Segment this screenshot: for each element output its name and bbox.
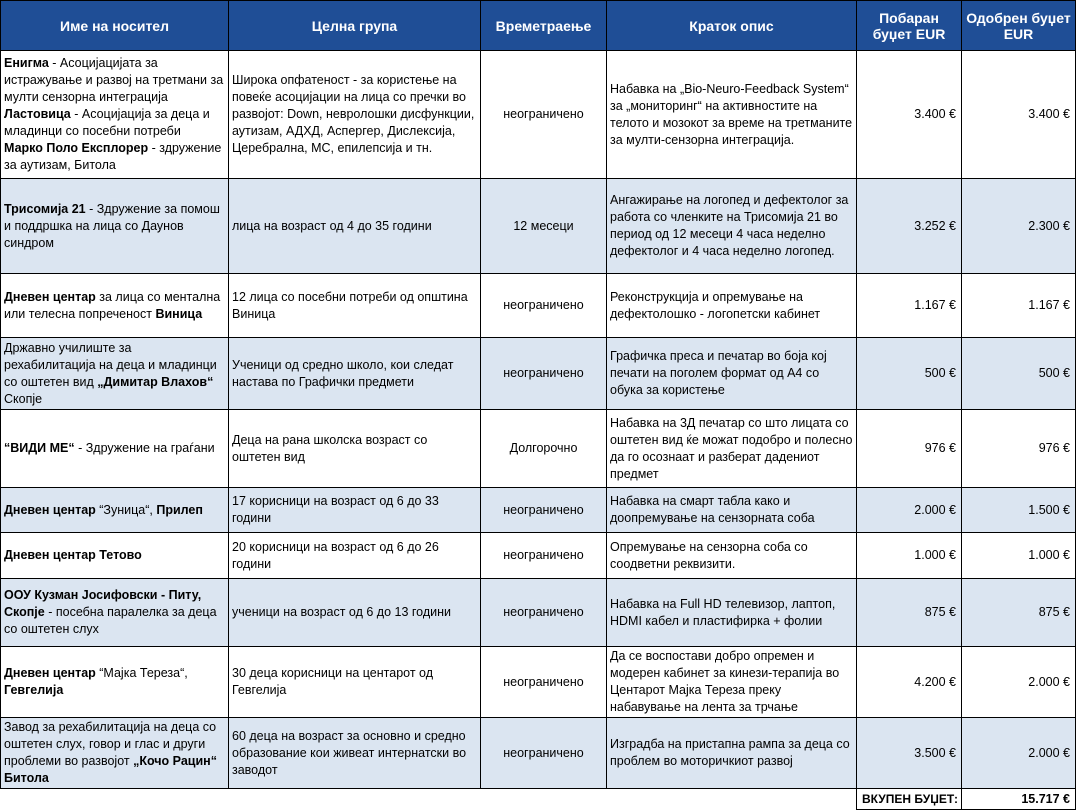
description-cell: Реконструкција и опремување на дефектолошко - логопетски кабинет [607, 274, 857, 338]
total-value: 15.717 € [962, 789, 1076, 810]
approved-cell: 500 € [962, 338, 1076, 410]
org-cell: Завод за рехабилитација на деца со оштетен слух, говор и глас и други проблеми во развојот „Кочо Рацин“ Битола [1, 718, 229, 789]
description-cell: Ангажирање на логопед и дефектолог за работа со членките на Трисомија 21 во период од 12 месеци 4 часа неделно дефектолог и 4 часа неделно логопед. [607, 179, 857, 274]
header-approved: Одобрен буџет EUR [962, 1, 1076, 51]
approved-cell: 2.000 € [962, 647, 1076, 718]
table-row [1, 410, 1076, 488]
org-cell: Трисомија 21 - Здружение за помош и поддршка на лица со Даунов синдром [1, 179, 229, 274]
description-cell: Графичка преса и печатар во боја кој печати на поголем формат од А4 со обука за користење [607, 338, 857, 410]
header-target-group: Целна група [229, 1, 481, 51]
org-cell: Дневен центар “Зуница“, Прилеп [1, 488, 229, 533]
target-cell: лица на возраст од 4 до 35 години [229, 179, 481, 274]
target-cell: 30 деца корисници на центарот од Гевгелија [229, 647, 481, 718]
table-row [1, 51, 1076, 179]
description-cell: Набавка на смарт табла како и доопремување на сензорната соба [607, 488, 857, 533]
table-row [1, 647, 1076, 718]
duration-cell: неограничено [481, 338, 607, 410]
requested-cell: 4.200 € [857, 647, 962, 718]
duration-cell: неограничено [481, 579, 607, 647]
duration-cell: неограничено [481, 51, 607, 179]
org-cell: Дневен центар “Мајка Тереза“, Гевгелија [1, 647, 229, 718]
target-cell: 60 деца на возраст за основно и средно образование кои живеат интернатски во заводот [229, 718, 481, 789]
duration-cell: неограничено [481, 274, 607, 338]
header-name: Име на носител [1, 1, 229, 51]
org-cell: “ВИДИ МЕ“ - Здружение на граѓани [1, 410, 229, 488]
total-label: ВКУПЕН БУЏЕТ: [857, 789, 962, 810]
target-cell: Ученици од средно школо, кои следат настава по Графички предмети [229, 338, 481, 410]
table-row [1, 579, 1076, 647]
table-row [1, 179, 1076, 274]
requested-cell: 3.500 € [857, 718, 962, 789]
target-cell: 17 корисници на возраст од 6 до 33 години [229, 488, 481, 533]
requested-cell: 2.000 € [857, 488, 962, 533]
target-cell: 20 корисници на возраст од 6 до 26 години [229, 533, 481, 579]
duration-cell: неограничено [481, 533, 607, 579]
description-cell: Набавка на 3Д печатар со што лицата со оштетен вид ќе можат подобро и полесно да го осознаат и разберат дадениот предмет [607, 410, 857, 488]
table-row [1, 533, 1076, 579]
approved-cell: 1.500 € [962, 488, 1076, 533]
table-row [1, 718, 1076, 789]
header-row [1, 1, 1076, 51]
requested-cell: 500 € [857, 338, 962, 410]
header-description: Краток опис [607, 1, 857, 51]
header-duration: Времетраење [481, 1, 607, 51]
approved-cell: 1.000 € [962, 533, 1076, 579]
approved-cell: 3.400 € [962, 51, 1076, 179]
approved-cell: 976 € [962, 410, 1076, 488]
requested-cell: 3.252 € [857, 179, 962, 274]
description-cell: Опремување на сензорна соба со соодветни реквизити. [607, 533, 857, 579]
target-cell: ученици на возраст од 6 до 13 години [229, 579, 481, 647]
approved-cell: 875 € [962, 579, 1076, 647]
requested-cell: 1.167 € [857, 274, 962, 338]
description-cell: Изградба на пристапна рампа за деца со проблем во моторичкиот развој [607, 718, 857, 789]
header-requested: Побаран буџет EUR [857, 1, 962, 51]
target-cell: Широка опфатеност - за користење на повеќе асоцијации на лица со пречки во развојот: Down, невролошки дисфункции, аутизам, АДХД, Аспергер, Дислексија, Церебрална, МС, епилепсија и тн. [229, 51, 481, 179]
table-row [1, 274, 1076, 338]
duration-cell: неограничено [481, 488, 607, 533]
description-cell: Да се воспостави добро опремен и модерен кабинет за кинези-терапија во Центарот Мајка Тереза преку набавување на лента за трчање [607, 647, 857, 718]
requested-cell: 875 € [857, 579, 962, 647]
org-cell: ООУ Кузман Јосифовски - Питу, Скопје - посебна паралелка за деца со оштетен слух [1, 579, 229, 647]
approved-cell: 2.000 € [962, 718, 1076, 789]
target-cell: Деца на рана школска возраст со оштетен вид [229, 410, 481, 488]
table-row [1, 488, 1076, 533]
requested-cell: 3.400 € [857, 51, 962, 179]
target-cell: 12 лица со посебни потреби од општина Виница [229, 274, 481, 338]
duration-cell: неограничено [481, 718, 607, 789]
approved-cell: 1.167 € [962, 274, 1076, 338]
requested-cell: 976 € [857, 410, 962, 488]
table-row [1, 338, 1076, 410]
approved-cell: 2.300 € [962, 179, 1076, 274]
org-cell: Енигма - Асоцијацијата за истражување и развој на третмани за мулти сензорна интеграција Ластовица - Асоцијација за деца и млaдинци со посебни потреби Марко Поло Експлорер - здружение за аутизам, Битола [1, 51, 229, 179]
duration-cell: 12 месеци [481, 179, 607, 274]
org-cell: Државно училиште за рехабилитација на деца и младинци со оштетен вид „Димитар Влахов“ Скопје [1, 338, 229, 410]
requested-cell: 1.000 € [857, 533, 962, 579]
total-row [1, 789, 1076, 810]
description-cell: Набавка на Full HD телевизор, лаптоп, HDMI кабел и пластифирка + фолии [607, 579, 857, 647]
org-cell: Дневен центар Тетово [1, 533, 229, 579]
org-cell: Дневен центар за лица со ментална или телесна попреченост Виница [1, 274, 229, 338]
duration-cell: неограничено [481, 647, 607, 718]
duration-cell: Долгорочно [481, 410, 607, 488]
description-cell: Набавка на „Bio-Neuro-Feedback System“ за „мониторинг“ на активностите на телото и мозокот за време на третманите за мулти-сензорна интеграција. [607, 51, 857, 179]
